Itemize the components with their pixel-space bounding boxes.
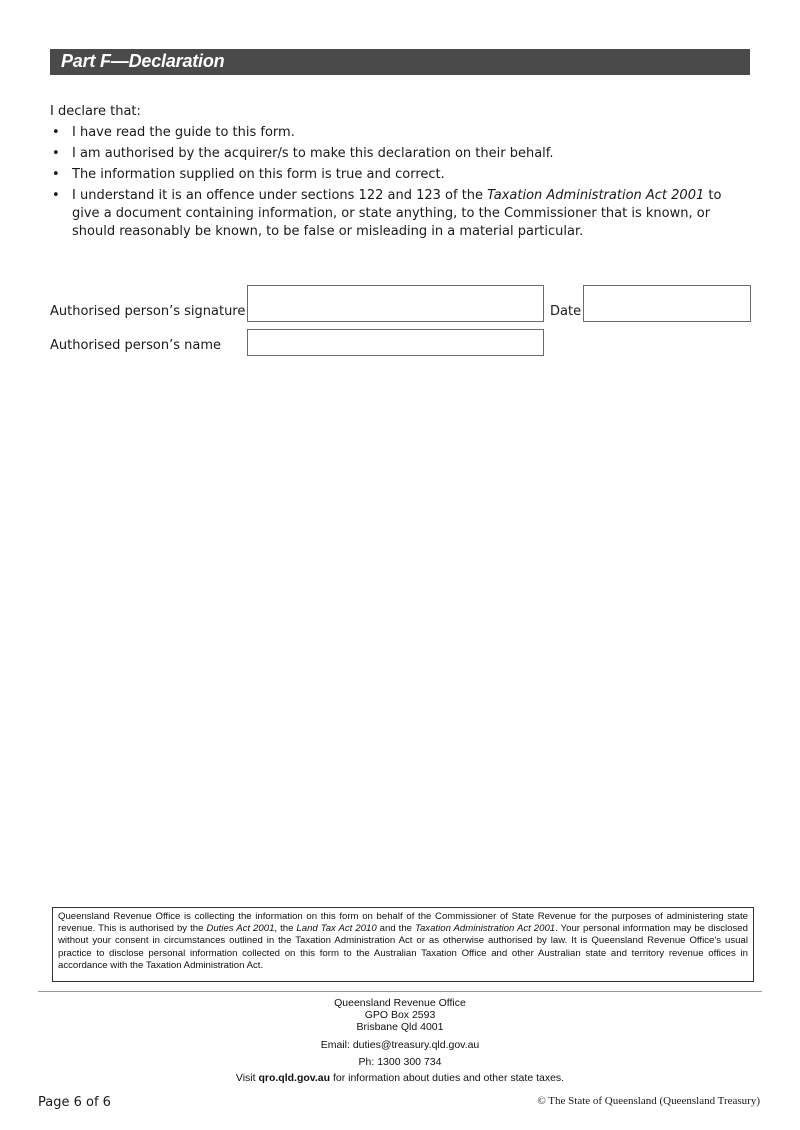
declaration-item-text: I am authorised by the acquirer/s to make this declaration on their behalf. <box>72 146 554 161</box>
name-label: Authorised person’s name <box>50 338 221 353</box>
name-field[interactable] <box>247 329 544 356</box>
privacy-notice <box>52 907 754 982</box>
privacy-act-taxadmin: Taxation Administration Act 2001 <box>414 923 556 935</box>
declaration-item-text: The information supplied on this form is true and correct. <box>72 167 445 182</box>
privacy-text-3: and the <box>376 923 415 935</box>
declaration-item <box>50 145 750 163</box>
privacy-text-1: Queensland Revenue Office is collecting the information on this form on behalf of the Commissioner of State Revenue for the purposes of administering state revenue. This is authorised by the <box>58 911 748 935</box>
contact-phone: Ph: 1300 300 734 <box>358 1056 442 1068</box>
declaration-intro: I declare that: <box>50 104 141 119</box>
contact-email: Email: duties@treasury.qld.gov.au <box>320 1039 480 1051</box>
declaration-item <box>50 166 750 184</box>
section-header <box>50 49 750 75</box>
declaration-item-offence <box>50 187 750 241</box>
visit-text-start: Visit <box>235 1072 259 1084</box>
page-number: Page 6 of 6 <box>38 1095 111 1110</box>
offence-text-start: I understand it is an offence under sections 122 and 123 of the <box>72 188 488 203</box>
privacy-text-4: . Your personal information may be disclosed without your consent in circumstances outlined in the Taxation Administration Act or as otherwise authorised by law. It is Queensland Revenue Office’s usual practice to disclose personal information collected on this form to the Australian Taxation Office and other Australian state and territory revenue offices in accordance with the Taxation Administration Act. <box>58 923 748 971</box>
date-label: Date <box>550 304 582 319</box>
privacy-text-2: , the <box>274 923 297 935</box>
visit-text-end: for information about duties and other state taxes. <box>330 1072 565 1084</box>
signature-field[interactable] <box>247 285 544 322</box>
declaration-item-text: I have read the guide to this form. <box>72 125 295 140</box>
declaration-list <box>50 124 750 244</box>
declaration-item <box>50 124 750 142</box>
contact-box: GPO Box 2593 <box>364 1009 436 1021</box>
contact-visit <box>0 1072 800 1084</box>
date-field[interactable] <box>583 285 751 322</box>
contact-city: Brisbane Qld 4001 <box>356 1021 444 1033</box>
offence-act-name: Taxation Administration Act 2001 <box>487 188 705 203</box>
contact-office: Queensland Revenue Office <box>334 997 466 1009</box>
section-title: Part F—Declaration <box>61 51 225 71</box>
footer-divider <box>38 991 762 992</box>
privacy-act-landtax: Land Tax Act 2010 <box>296 923 377 935</box>
visit-website-link[interactable]: qro.qld.gov.au <box>258 1072 331 1084</box>
signature-label: Authorised person’s signature <box>50 304 246 319</box>
privacy-act-duties: Duties Act 2001 <box>206 923 275 935</box>
copyright-notice: © The State of Queensland (Queensland Treasury) <box>537 1095 760 1107</box>
offence-text-end: to give a document containing information, or state anything, to the Commissioner that is known, or should reasonably be known, to be false or misleading in a material particular. <box>72 188 722 239</box>
